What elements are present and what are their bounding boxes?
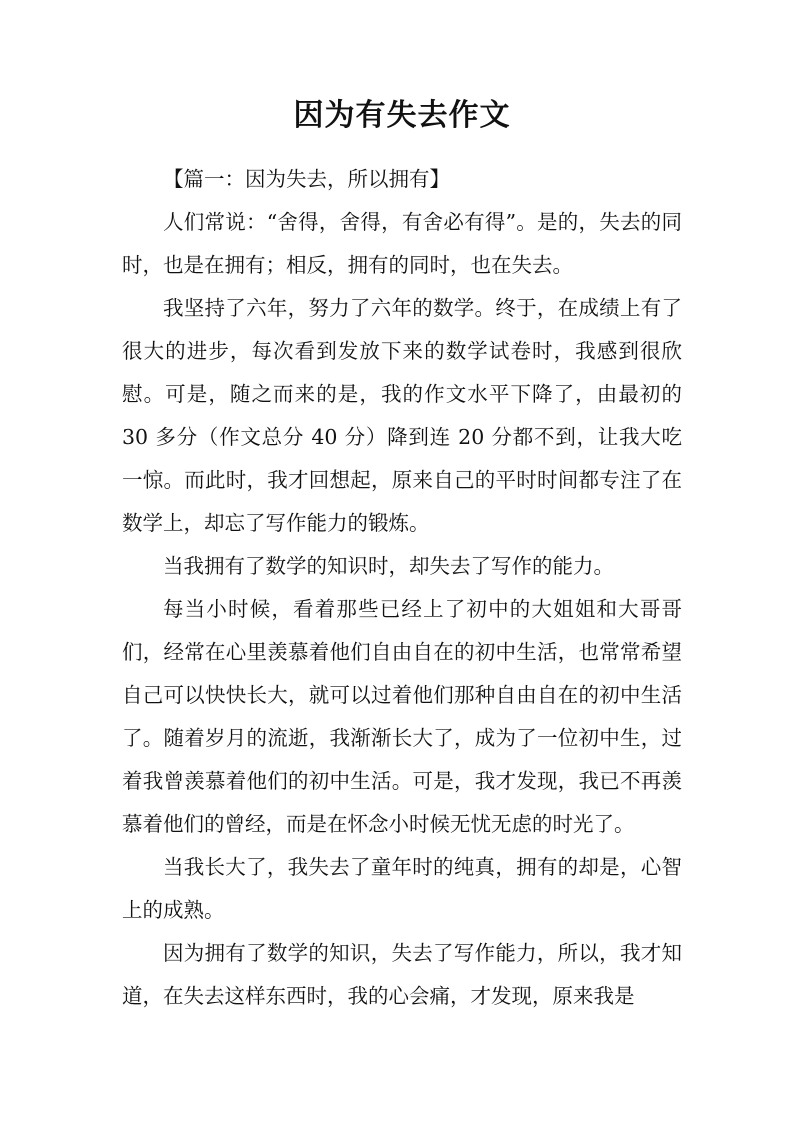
document-title: 因为有失去作文: [293, 98, 511, 133]
paragraph: 因为拥有了数学的知识，失去了写作能力，所以，我才知道，在失去这样东西时，我的心会痛，才发现，原来我是: [122, 941, 682, 1008]
paragraph: 当我长大了，我失去了童年时的纯真，拥有的却是，心智上的成熟。: [122, 855, 682, 922]
section-heading: 【篇一：因为失去，所以拥有】: [163, 167, 450, 191]
paragraph: 我坚持了六年，努力了六年的数学。终于，在成绩上有了很大的进步，每次看到发放下来的数学试卷时，我感到很欣慰。可是，随之而来的是，我的作文水平下降了，由最初的 30 多分（作文总分 40 分）降到连 20 分都不到，让我大吃一惊。而此时，我才回想起，原来自己的平时时间都专注了在数学上，却忘了写作能力的锻炼。: [122, 296, 682, 535]
paragraph: 人们常说：“舍得，舍得，有舍必有得”。是的，失去的同时，也是在拥有；相反，拥有的同时，也在失去。: [122, 210, 682, 277]
paragraph: 每当小时候，看着那些已经上了初中的大姐姐和大哥哥们，经常在心里羡慕着他们自由自在的初中生活，也常常希望自己可以快快长大，就可以过着他们那种自由自在的初中生活了。随着岁月的流逝，我渐渐长大了，成为了一位初中生，过着我曾羡慕着他们的初中生活。可是，我才发现，我已不再羡慕着他们的曾经，而是在怀念小时候无忧无虑的时光了。: [122, 597, 682, 836]
document-body: [122, 158, 682, 1018]
paragraph: 当我拥有了数学的知识时，却失去了写作的能力。: [163, 554, 614, 578]
